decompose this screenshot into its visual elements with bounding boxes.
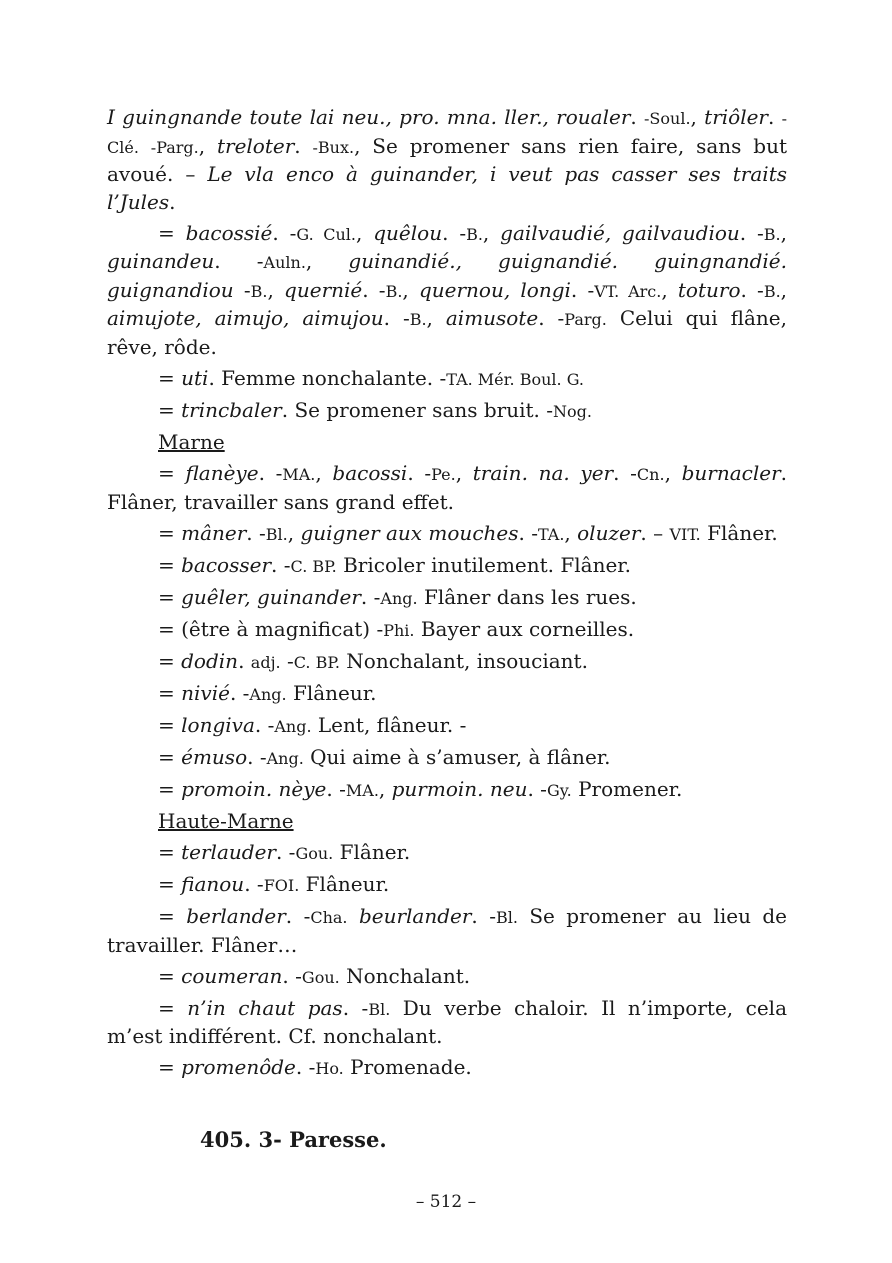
entry-text: Flâneur. (286, 680, 377, 705)
entry-text: = (158, 776, 182, 801)
locality-abbrev: TA. Mér. Boul. G. (446, 369, 584, 389)
entry-text: Celui qui flâne, rêve, rôde. (107, 306, 787, 359)
locality-abbrev: VT. Arc. (594, 281, 662, 301)
dialect-term: aimujote, aimujo, aimujou (107, 306, 384, 330)
entry-text: Promenade. (343, 1055, 472, 1079)
locality-abbrev: Pe. (431, 465, 456, 484)
dialect-term: mâner (181, 520, 247, 545)
entry-text: . Femme nonchalante. - (208, 365, 447, 390)
entry-text: . - (282, 963, 302, 988)
locality-abbrev: -Bux. (312, 137, 355, 157)
dialect-term: purmoin. neu (391, 776, 528, 801)
dictionary-entry (107, 776, 787, 805)
entry-text: - (280, 648, 294, 673)
dialect-term: n’in chaut pas (187, 995, 343, 1020)
page-number: – 512 – (415, 1192, 477, 1212)
entry-text: Flâneur. (299, 872, 390, 896)
entry-text: . - (613, 461, 637, 485)
entry-text: . - (407, 461, 432, 485)
locality-abbrev: B. (385, 281, 403, 301)
entry-text: = (158, 552, 182, 577)
entry-text: . - (272, 220, 297, 245)
entry-text: Flâner. (700, 520, 778, 545)
entry-text: . - (295, 1055, 316, 1079)
entry-text: . - (254, 712, 275, 737)
dialect-term: burnacler (681, 461, 781, 485)
entry-text: . - (285, 904, 311, 928)
entry-text: Du verbe chaloir. Il n’importe, cela m’est indifférent. Cf. nonchalant. (107, 995, 787, 1048)
entry-text: . - (214, 249, 264, 273)
dialect-term: berlander (186, 904, 286, 928)
entry-text: , (690, 105, 705, 129)
locality-abbrev: B. (466, 224, 483, 244)
entry-text: . (767, 105, 782, 129)
entry-text: . (169, 189, 176, 214)
dialect-term: guinandié., guignandié. guingnandié. guignandiou (107, 249, 787, 302)
entry-text: , (780, 220, 787, 245)
dialect-term: quernié (284, 277, 363, 302)
entry-text: . - (360, 584, 381, 609)
dialect-term: train. na. yer (472, 461, 614, 485)
dialect-term: I guingnande toute lai neu., pro. mna. ller., roualer (107, 105, 631, 129)
dialect-term: guêler, guinander (181, 584, 361, 609)
entry-text: = (158, 648, 182, 673)
entry-text: . (238, 648, 251, 673)
entry-text: . - (271, 552, 291, 577)
locality-abbrev: Ang. (266, 748, 304, 768)
locality-abbrev: Gy. (546, 780, 572, 800)
entry-text: - (233, 277, 251, 302)
entry-text: . - (442, 220, 467, 245)
entry-text: = (158, 744, 182, 769)
region-heading: Haute-Marne (158, 808, 294, 833)
locality-abbrev: Gou. (301, 967, 340, 987)
locality-abbrev: Gou. (295, 844, 334, 863)
entry-text: Nonchalant. (339, 963, 471, 988)
entry-text: . - (538, 306, 565, 330)
entry-text: , (455, 461, 473, 485)
locality-abbrev: FOI. (263, 876, 300, 895)
locality-abbrev: C. BP. (293, 652, 340, 672)
entry-text: = (158, 904, 187, 928)
locality-abbrev: -Clé. (107, 109, 788, 157)
entry-text: , Se promener sans rien faire, sans but avoué. – (107, 133, 787, 186)
locality-abbrev: Ang. (274, 716, 312, 736)
entry-text: . (294, 133, 313, 158)
locality-abbrev: Ang. (249, 684, 287, 704)
entry-text: . - (383, 306, 410, 330)
entry-text: Promener. (571, 776, 683, 801)
entry-text: Qui aime à s’amuser, à flâner. (303, 744, 611, 769)
entry-text (139, 134, 151, 158)
dialect-term: guinandeu (107, 249, 215, 273)
entry-text: = (158, 995, 188, 1020)
dialect-term: trincbaler (181, 397, 282, 422)
dialect-term: toturo (677, 277, 741, 302)
locality-abbrev: Bl. (368, 999, 391, 1019)
locality-abbrev: B. (250, 281, 268, 301)
dictionary-entry (107, 220, 787, 362)
entry-text: , (426, 306, 446, 330)
locality-abbrev: Cn. (636, 465, 665, 484)
locality-abbrev: Cha. (310, 908, 348, 927)
locality-abbrev: Auln. (263, 253, 306, 272)
entry-text: , (664, 461, 682, 485)
entry-text: . - (740, 277, 764, 302)
entry-text: . - (570, 277, 595, 302)
entry-text: = (158, 963, 182, 988)
entry-text: , (402, 277, 419, 302)
region-heading: Marne (158, 429, 225, 454)
entry-text: , (267, 277, 285, 302)
dialect-term: promenôde (181, 1055, 296, 1079)
dialect-term: quernou, longi (418, 277, 571, 302)
dictionary-entry (107, 995, 787, 1051)
entry-text: . - (471, 904, 496, 928)
locality-abbrev: B. (763, 224, 781, 244)
entry-text: . - (739, 220, 764, 245)
entry-text: = (être à magnificat) - (158, 616, 384, 641)
dialect-term: Le vla enco à guinander, i veut pas casser ses traits l’Jules (107, 162, 787, 214)
locality-abbrev: VIT. (669, 524, 701, 544)
dictionary-entry (107, 839, 787, 868)
dictionary-entry (107, 104, 787, 216)
dictionary-entry (107, 460, 787, 516)
locality-abbrev: Bl. (495, 908, 518, 927)
entry-text: . - (258, 461, 283, 485)
entry-text: , (198, 133, 217, 158)
dictionary-entry (107, 552, 787, 581)
entry-text: . (630, 105, 645, 129)
entry-text: = (158, 220, 186, 245)
entry-text: , (287, 520, 301, 545)
entry-text: . - (244, 872, 264, 896)
dictionary-entry (107, 903, 787, 959)
entry-text: Bayer aux corneilles. (414, 616, 635, 641)
entry-text: Flâner dans les rues. (417, 584, 637, 609)
entry-text: . - (518, 520, 538, 545)
entry-text: = (158, 840, 182, 864)
dictionary-entry (107, 648, 787, 677)
dialect-term: bacossié (185, 220, 273, 245)
entry-text: , (305, 249, 349, 273)
dialect-term: longiva (181, 712, 255, 737)
entry-text: = (158, 680, 182, 705)
dialect-term: oluzer (577, 520, 641, 545)
dialect-term: promoin. nèye (181, 776, 327, 801)
dictionary-entry (107, 1054, 787, 1083)
entry-text: = (158, 712, 182, 737)
locality-abbrev: Ang. (380, 588, 418, 608)
entry-text: . - (229, 680, 250, 705)
entry-text: Bricoler inutilement. Flâner. (336, 552, 632, 577)
locality-abbrev: Ho. (315, 1059, 344, 1078)
locality-abbrev: G. Cul. (296, 224, 357, 244)
locality-abbrev: MA. (282, 465, 316, 484)
entry-text: = (158, 1055, 182, 1079)
dictionary-entry (107, 520, 787, 549)
entry-text: . - (275, 840, 296, 864)
dialect-term: terlauder (181, 840, 276, 864)
entry-text: . - (247, 744, 267, 769)
entry-text: = (158, 584, 182, 609)
locality-abbrev: Phi. (383, 620, 415, 640)
dialect-term: quêlou (373, 220, 443, 245)
entry-text: = (158, 520, 182, 545)
dictionary-entry (107, 963, 787, 992)
dialect-term: coumeran (181, 963, 283, 988)
section-heading: 405. 3- Paresse. (200, 1127, 387, 1152)
locality-abbrev: -Soul. (644, 109, 691, 128)
dialect-term: flanèye (185, 461, 259, 485)
locality-abbrev: MA. (345, 780, 379, 800)
dialect-term: treloter (216, 133, 295, 158)
dialect-term: nivié (181, 680, 230, 705)
dictionary-entry (107, 680, 787, 709)
entry-text: , (356, 220, 374, 245)
entry-text: . - (362, 277, 386, 302)
entry-text: . Se promener sans bruit. - (281, 397, 554, 422)
entry-text: , (780, 277, 788, 302)
dialect-term: aimusote (445, 306, 539, 330)
entry-text: . - (326, 776, 346, 801)
entry-text: Lent, flâneur. - (311, 712, 467, 737)
locality-abbrev: B. (409, 310, 427, 329)
locality-abbrev: C. BP. (290, 556, 337, 576)
dictionary-entry (107, 365, 787, 394)
dialect-term: triôler (704, 105, 768, 129)
entry-text: . Flâner, travailler sans grand effet. (107, 461, 787, 514)
dialect-term: bacosser (181, 552, 272, 577)
entry-text: Se promener au lieu de travailler. Flâner… (107, 904, 788, 957)
dictionary-entry (107, 712, 787, 741)
locality-abbrev: adj. (250, 652, 281, 672)
locality-abbrev: Parg. (564, 310, 607, 329)
dialect-term: bacossi (332, 461, 408, 485)
locality-abbrev: B. (763, 281, 781, 301)
entry-text: = (158, 872, 182, 896)
entry-text: Flâner. (333, 840, 411, 864)
dictionary-entry (107, 871, 787, 900)
dictionary-entry (107, 584, 787, 613)
locality-abbrev: TA. (537, 524, 565, 544)
entry-text: , (564, 520, 578, 545)
entry-text: , (315, 461, 333, 485)
entry-text: , (378, 776, 392, 801)
dialect-term: émuso (181, 744, 248, 769)
dialect-term: uti (181, 365, 209, 390)
entry-text: = (158, 397, 182, 422)
dictionary-entry (107, 744, 787, 773)
entry-text: . - (527, 776, 547, 801)
entry-text: . - (246, 520, 266, 545)
entry-text: , (661, 277, 678, 302)
dialect-term: guigner aux mouches (300, 520, 519, 545)
dialect-term: fianou (181, 872, 245, 896)
dialect-term: dodin (181, 648, 239, 673)
entry-text: Nonchalant, insouciant. (339, 648, 588, 673)
dictionary-entry (107, 397, 787, 426)
dialect-term: gailvaudié, gailvaudiou (500, 220, 740, 245)
dictionary-entry (107, 616, 787, 645)
entry-text: . – (640, 520, 670, 545)
locality-abbrev: Bl. (265, 524, 288, 544)
entry-text (348, 904, 359, 928)
entry-text: = (158, 365, 182, 390)
entry-text: = (158, 461, 186, 485)
entry-text: , (482, 220, 501, 245)
document-body (107, 104, 787, 1086)
entry-text: . - (342, 995, 369, 1020)
locality-abbrev: Nog. (553, 401, 592, 421)
locality-abbrev: -Parg. (150, 137, 199, 157)
dialect-term: beurlander (358, 904, 472, 928)
